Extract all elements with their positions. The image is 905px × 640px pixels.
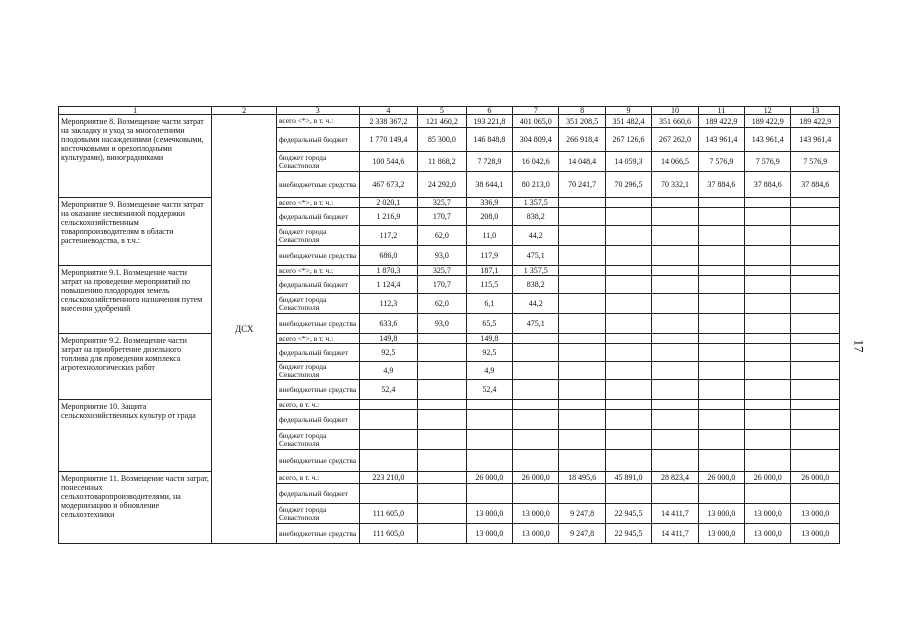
value-cell xyxy=(791,294,840,314)
value-cell xyxy=(745,226,791,246)
value-cell xyxy=(791,246,840,266)
value-cell xyxy=(559,334,605,344)
funding-source: федеральный бюджет xyxy=(276,410,359,430)
funding-source: всего <*>, в т. ч.: xyxy=(276,266,359,276)
column-header: 6 xyxy=(466,107,512,115)
value-cell xyxy=(745,400,791,410)
value-cell xyxy=(745,450,791,472)
value-cell xyxy=(559,294,605,314)
value-cell: 143 961,4 xyxy=(698,128,744,152)
value-cell: 13 000,0 xyxy=(466,504,512,524)
column-header: 9 xyxy=(605,107,651,115)
column-header: 8 xyxy=(559,107,605,115)
value-cell xyxy=(559,430,605,450)
value-cell xyxy=(698,334,744,344)
value-cell xyxy=(605,380,651,400)
value-cell xyxy=(745,208,791,226)
value-cell xyxy=(652,410,698,430)
value-cell xyxy=(791,430,840,450)
value-cell: 26 000,0 xyxy=(466,472,512,484)
value-cell xyxy=(418,504,466,524)
value-cell: 351 482,4 xyxy=(605,115,651,128)
value-cell xyxy=(745,246,791,266)
funding-source: внебюджетные средства xyxy=(276,314,359,334)
value-cell xyxy=(652,400,698,410)
value-cell xyxy=(559,266,605,276)
value-cell xyxy=(559,226,605,246)
value-cell xyxy=(605,266,651,276)
value-cell xyxy=(745,334,791,344)
value-cell: 11 868,2 xyxy=(418,152,466,172)
value-cell xyxy=(698,314,744,334)
value-cell xyxy=(652,362,698,380)
value-cell: 633,6 xyxy=(359,314,418,334)
value-cell xyxy=(745,410,791,430)
value-cell xyxy=(466,484,512,504)
value-cell: 9 247,8 xyxy=(559,524,605,544)
funding-source: федеральный бюджет xyxy=(276,276,359,294)
measure-title: Мероприятие 9.2. Возмещение части затрат на приобретение дизельного топлива для проведения комплекса агротехнологических работ xyxy=(59,334,212,400)
value-cell xyxy=(559,400,605,410)
value-cell xyxy=(698,344,744,362)
value-cell xyxy=(559,450,605,472)
value-cell xyxy=(652,344,698,362)
value-cell: 401 065,0 xyxy=(513,115,559,128)
value-cell: 838,2 xyxy=(513,208,559,226)
value-cell xyxy=(698,410,744,430)
value-cell: 14 066,5 xyxy=(652,152,698,172)
value-cell: 6,1 xyxy=(466,294,512,314)
budget-table xyxy=(58,106,840,544)
table-row xyxy=(59,266,840,276)
value-cell: 52,4 xyxy=(466,380,512,400)
value-cell: 13 000,0 xyxy=(698,504,744,524)
value-cell xyxy=(559,198,605,208)
value-cell: 24 292,0 xyxy=(418,172,466,198)
value-cell xyxy=(466,430,512,450)
column-header: 10 xyxy=(652,107,698,115)
value-cell: 189 422,9 xyxy=(698,115,744,128)
value-cell xyxy=(652,198,698,208)
value-cell xyxy=(652,484,698,504)
value-cell xyxy=(652,314,698,334)
value-cell xyxy=(791,400,840,410)
value-cell: 44,2 xyxy=(513,294,559,314)
value-cell: 838,2 xyxy=(513,276,559,294)
value-cell: 1 870,3 xyxy=(359,266,418,276)
value-cell: 85 300,0 xyxy=(418,128,466,152)
funding-source: федеральный бюджет xyxy=(276,484,359,504)
value-cell: 351 660,6 xyxy=(652,115,698,128)
value-cell xyxy=(559,344,605,362)
value-cell: 38 644,1 xyxy=(466,172,512,198)
value-cell xyxy=(559,410,605,430)
funding-source: федеральный бюджет xyxy=(276,208,359,226)
value-cell: 28 823,4 xyxy=(652,472,698,484)
value-cell: 22 945,5 xyxy=(605,524,651,544)
value-cell xyxy=(605,430,651,450)
value-cell xyxy=(605,226,651,246)
funding-source: всего <*>, в т. ч.: xyxy=(276,198,359,208)
funding-source: бюджет города Севастополя xyxy=(276,430,359,450)
value-cell xyxy=(791,450,840,472)
value-cell: 44,2 xyxy=(513,226,559,246)
funding-source: внебюджетные средства xyxy=(276,172,359,198)
table-row xyxy=(59,334,840,344)
value-cell xyxy=(791,362,840,380)
value-cell: 1 124,4 xyxy=(359,276,418,294)
value-cell: 267 126,6 xyxy=(605,128,651,152)
value-cell xyxy=(605,400,651,410)
value-cell xyxy=(698,226,744,246)
value-cell: 13 000,0 xyxy=(791,504,840,524)
value-cell: 1 357,5 xyxy=(513,198,559,208)
value-cell xyxy=(652,208,698,226)
value-cell xyxy=(466,450,512,472)
value-cell: 2 338 367,2 xyxy=(359,115,418,128)
value-cell: 100 544,6 xyxy=(359,152,418,172)
value-cell: 7 576,9 xyxy=(698,152,744,172)
value-cell xyxy=(605,410,651,430)
value-cell: 1 216,9 xyxy=(359,208,418,226)
value-cell xyxy=(605,334,651,344)
column-header: 3 xyxy=(276,107,359,115)
value-cell xyxy=(513,344,559,362)
value-cell xyxy=(513,430,559,450)
value-cell xyxy=(513,380,559,400)
value-cell xyxy=(605,198,651,208)
value-cell xyxy=(745,266,791,276)
value-cell xyxy=(559,246,605,266)
funding-source: бюджет города Севастополя xyxy=(276,362,359,380)
value-cell xyxy=(791,208,840,226)
value-cell xyxy=(698,380,744,400)
value-cell xyxy=(745,380,791,400)
value-cell xyxy=(698,400,744,410)
funding-source: всего <*>, в т. ч.: xyxy=(276,115,359,128)
value-cell: 92,5 xyxy=(466,344,512,362)
value-cell xyxy=(745,430,791,450)
value-cell xyxy=(652,294,698,314)
funding-source: бюджет города Севастополя xyxy=(276,294,359,314)
value-cell xyxy=(605,294,651,314)
funding-source: внебюджетные средства xyxy=(276,246,359,266)
value-cell: 13 000,0 xyxy=(513,504,559,524)
value-cell xyxy=(418,334,466,344)
value-cell xyxy=(418,362,466,380)
value-cell: 18 495,6 xyxy=(559,472,605,484)
column-header: 7 xyxy=(513,107,559,115)
value-cell: 37 884,6 xyxy=(698,172,744,198)
value-cell xyxy=(745,344,791,362)
value-cell: 70 296,5 xyxy=(605,172,651,198)
value-cell xyxy=(559,314,605,334)
value-cell xyxy=(359,410,418,430)
value-cell: 13 000,0 xyxy=(745,504,791,524)
value-cell: 70 332,1 xyxy=(652,172,698,198)
value-cell xyxy=(418,430,466,450)
value-cell: 149,8 xyxy=(466,334,512,344)
value-cell: 189 422,9 xyxy=(791,115,840,128)
value-cell xyxy=(559,362,605,380)
header-row xyxy=(59,107,840,115)
value-cell xyxy=(745,198,791,208)
value-cell xyxy=(652,226,698,246)
funding-source: бюджет города Севастополя xyxy=(276,504,359,524)
value-cell xyxy=(605,450,651,472)
value-cell: 7 576,9 xyxy=(745,152,791,172)
value-cell: 13 000,0 xyxy=(698,524,744,544)
funding-source: бюджет города Севастополя xyxy=(276,152,359,172)
funding-source: всего <*>, в т. ч.: xyxy=(276,334,359,344)
value-cell xyxy=(698,198,744,208)
value-cell xyxy=(605,208,651,226)
value-cell xyxy=(652,380,698,400)
value-cell xyxy=(791,344,840,362)
value-cell xyxy=(359,400,418,410)
value-cell: 13 000,0 xyxy=(466,524,512,544)
value-cell xyxy=(745,314,791,334)
value-cell xyxy=(698,276,744,294)
value-cell xyxy=(698,450,744,472)
value-cell xyxy=(418,380,466,400)
value-cell xyxy=(605,362,651,380)
table-row xyxy=(59,472,840,484)
value-cell: 112,3 xyxy=(359,294,418,314)
value-cell xyxy=(605,276,651,294)
value-cell xyxy=(559,380,605,400)
value-cell: 13 000,0 xyxy=(513,524,559,544)
value-cell xyxy=(791,410,840,430)
value-cell xyxy=(652,430,698,450)
budget-table-sheet xyxy=(58,106,840,544)
value-cell: 111 605,0 xyxy=(359,504,418,524)
value-cell: 37 884,6 xyxy=(791,172,840,198)
funding-source: всего, в т. ч.: xyxy=(276,472,359,484)
value-cell: 1 357,5 xyxy=(513,266,559,276)
value-cell xyxy=(605,246,651,266)
value-cell: 9 247,8 xyxy=(559,504,605,524)
value-cell: 325,7 xyxy=(418,266,466,276)
value-cell: 325,7 xyxy=(418,198,466,208)
value-cell xyxy=(605,344,651,362)
value-cell xyxy=(652,266,698,276)
value-cell: 304 809,4 xyxy=(513,128,559,152)
value-cell: 187,1 xyxy=(466,266,512,276)
value-cell: 146 848,8 xyxy=(466,128,512,152)
value-cell: 336,9 xyxy=(466,198,512,208)
measure-title: Мероприятие 8. Возмещение части затрат на закладку и уход за многолетними плодовыми насаждениями (семечковыми, косточковыми и орехоплодными культурами), виноградниками xyxy=(59,115,212,198)
value-cell: 117,2 xyxy=(359,226,418,246)
column-header: 4 xyxy=(359,107,418,115)
value-cell xyxy=(605,484,651,504)
value-cell: 170,7 xyxy=(418,276,466,294)
value-cell xyxy=(652,276,698,294)
value-cell: 189 422,9 xyxy=(745,115,791,128)
value-cell xyxy=(559,208,605,226)
value-cell xyxy=(652,450,698,472)
value-cell: 13 000,0 xyxy=(745,524,791,544)
column-header: 2 xyxy=(212,107,277,115)
value-cell: 193 221,8 xyxy=(466,115,512,128)
value-cell xyxy=(698,294,744,314)
value-cell xyxy=(513,334,559,344)
funding-source: федеральный бюджет xyxy=(276,128,359,152)
value-cell: 266 918,4 xyxy=(559,128,605,152)
value-cell xyxy=(698,208,744,226)
value-cell xyxy=(791,226,840,246)
value-cell: 62,0 xyxy=(418,294,466,314)
value-cell xyxy=(359,484,418,504)
page-number: 17 xyxy=(851,339,867,353)
column-header: 12 xyxy=(745,107,791,115)
value-cell xyxy=(791,276,840,294)
value-cell xyxy=(698,266,744,276)
table-row xyxy=(59,400,840,410)
value-cell xyxy=(513,362,559,380)
column-header: 5 xyxy=(418,107,466,115)
value-cell: 117,9 xyxy=(466,246,512,266)
value-cell xyxy=(513,484,559,504)
measure-title: Мероприятие 10. Защита сельскохозяйственных культур от града xyxy=(59,400,212,472)
value-cell: 26 000,0 xyxy=(513,472,559,484)
value-cell: 22 945,5 xyxy=(605,504,651,524)
value-cell xyxy=(791,266,840,276)
value-cell: 26 000,0 xyxy=(698,472,744,484)
value-cell: 208,0 xyxy=(466,208,512,226)
value-cell xyxy=(745,276,791,294)
value-cell: 7 576,9 xyxy=(791,152,840,172)
value-cell: 351 208,5 xyxy=(559,115,605,128)
value-cell: 467 673,2 xyxy=(359,172,418,198)
value-cell xyxy=(513,450,559,472)
value-cell xyxy=(418,472,466,484)
funding-source: бюджет города Севастополя xyxy=(276,226,359,246)
column-header: 1 xyxy=(59,107,212,115)
value-cell: 16 042,6 xyxy=(513,152,559,172)
value-cell: 686,0 xyxy=(359,246,418,266)
value-cell: 223 210,0 xyxy=(359,472,418,484)
value-cell: 52,4 xyxy=(359,380,418,400)
value-cell xyxy=(418,400,466,410)
value-cell: 2 020,1 xyxy=(359,198,418,208)
value-cell xyxy=(698,246,744,266)
table-row xyxy=(59,198,840,208)
value-cell xyxy=(418,450,466,472)
funding-source: федеральный бюджет xyxy=(276,344,359,362)
column-header: 13 xyxy=(791,107,840,115)
value-cell: 170,7 xyxy=(418,208,466,226)
value-cell: 1 770 149,4 xyxy=(359,128,418,152)
value-cell xyxy=(359,450,418,472)
value-cell: 475,1 xyxy=(513,246,559,266)
value-cell: 4,9 xyxy=(359,362,418,380)
funding-source: внебюджетные средства xyxy=(276,524,359,544)
value-cell xyxy=(652,246,698,266)
value-cell xyxy=(791,484,840,504)
value-cell: 26 000,0 xyxy=(745,472,791,484)
value-cell: 4,9 xyxy=(466,362,512,380)
value-cell: 14 048,4 xyxy=(559,152,605,172)
table-row xyxy=(59,115,840,128)
value-cell: 267 262,0 xyxy=(652,128,698,152)
value-cell xyxy=(418,344,466,362)
value-cell: 14 059,3 xyxy=(605,152,651,172)
value-cell xyxy=(791,380,840,400)
value-cell: 11,0 xyxy=(466,226,512,246)
value-cell: 475,1 xyxy=(513,314,559,334)
value-cell xyxy=(559,276,605,294)
value-cell: 70 241,7 xyxy=(559,172,605,198)
value-cell xyxy=(605,314,651,334)
value-cell: 80 213,0 xyxy=(513,172,559,198)
funding-source: всего, в т. ч.: xyxy=(276,400,359,410)
value-cell: 115,5 xyxy=(466,276,512,294)
value-cell xyxy=(791,314,840,334)
value-cell xyxy=(698,430,744,450)
measure-title: Мероприятие 11. Возмещение части затрат, понесенных сельхозтоваропроизводителями, на модернизацию и обновление сельхозтехники xyxy=(59,472,212,544)
value-cell: 14 411,7 xyxy=(652,504,698,524)
value-cell xyxy=(418,484,466,504)
value-cell xyxy=(359,430,418,450)
value-cell: 7 728,9 xyxy=(466,152,512,172)
department-cell: ДСХ xyxy=(212,115,277,544)
value-cell: 92,5 xyxy=(359,344,418,362)
value-cell: 93,0 xyxy=(418,246,466,266)
value-cell: 37 884,6 xyxy=(745,172,791,198)
value-cell: 143 961,4 xyxy=(745,128,791,152)
value-cell: 65,5 xyxy=(466,314,512,334)
value-cell xyxy=(418,410,466,430)
value-cell: 143 961,4 xyxy=(791,128,840,152)
value-cell: 121 460,2 xyxy=(418,115,466,128)
value-cell xyxy=(418,524,466,544)
funding-source: внебюджетные средства xyxy=(276,380,359,400)
value-cell xyxy=(791,334,840,344)
value-cell xyxy=(466,400,512,410)
value-cell xyxy=(698,484,744,504)
value-cell: 26 000,0 xyxy=(791,472,840,484)
value-cell xyxy=(745,294,791,314)
value-cell: 149,8 xyxy=(359,334,418,344)
value-cell xyxy=(745,484,791,504)
value-cell xyxy=(698,362,744,380)
value-cell xyxy=(791,198,840,208)
measure-title: Мероприятие 9.1. Возмещение части затрат на проведение мероприятий по повышению плодородия земель сельскохозяйственного назначения путем внесения удобрений xyxy=(59,266,212,334)
funding-source: внебюджетные средства xyxy=(276,450,359,472)
value-cell xyxy=(652,334,698,344)
column-header: 11 xyxy=(698,107,744,115)
value-cell: 13 000,0 xyxy=(791,524,840,544)
value-cell xyxy=(559,484,605,504)
value-cell: 62,0 xyxy=(418,226,466,246)
measure-title: Мероприятие 9. Возмещение части затрат на оказание несвязанной поддержки сельскохозяйственным товаропроизводителям в области растениеводства, в т.ч.: xyxy=(59,198,212,266)
table-body xyxy=(59,107,840,544)
value-cell xyxy=(513,410,559,430)
value-cell xyxy=(745,362,791,380)
value-cell xyxy=(466,410,512,430)
value-cell: 14 411,7 xyxy=(652,524,698,544)
value-cell: 93,0 xyxy=(418,314,466,334)
value-cell: 45 891,0 xyxy=(605,472,651,484)
value-cell: 111 605,0 xyxy=(359,524,418,544)
value-cell xyxy=(513,400,559,410)
